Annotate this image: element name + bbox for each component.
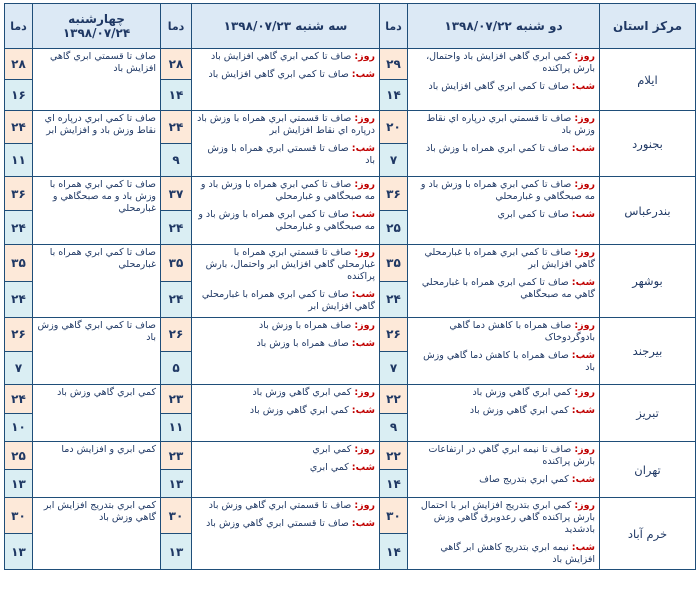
day3-max-temp: ۳۰ [5, 498, 32, 534]
day1-temp [380, 49, 408, 111]
day1-night-text: کمي ابري بتدريج صاف [479, 474, 569, 485]
day1-max-temp: ۲۹ [380, 49, 407, 80]
province-name: ایلام [600, 49, 696, 111]
night-label: شب: [571, 209, 595, 220]
day2-temp [161, 177, 192, 245]
header-day2: سه شنبه ۱۳۹۸/۰۷/۲۳ [192, 4, 380, 49]
day3-forecast [33, 385, 161, 442]
day2-temp [161, 385, 192, 442]
weather-forecast-table [4, 3, 696, 570]
day3-min-temp: ۲۴ [5, 282, 32, 318]
day2-night-text: صاف همراه با وزش باد [256, 338, 349, 349]
day2-forecast [192, 177, 380, 245]
day3-min-temp: ۱۳ [5, 534, 32, 569]
day-label: روز: [354, 444, 375, 455]
day2-night-text: کمي ابري گاهي وزش باد [249, 405, 349, 416]
day1-max-temp: ۳۵ [380, 245, 407, 282]
day1-forecast [408, 442, 600, 498]
day1-temp [380, 177, 408, 245]
day3-temp [5, 385, 33, 442]
day1-day-text: صاف تا کمي ابري همراه با غبارمحلي گاهي افزايش ابر [424, 247, 595, 270]
day1-day-text: صاف تا نيمه ابري گاهي در ارتفاعات بارش پراکنده [428, 444, 595, 467]
day1-forecast [408, 245, 600, 318]
day2-temp [161, 111, 192, 177]
day3-forecast [33, 111, 161, 177]
day3-max-temp: ۲۴ [5, 111, 32, 144]
day-label: روز: [354, 113, 375, 124]
day2-day-text: صاف تا کمي ابري همراه با وزش باد و مه صبحگاهي و غبارمحلي [200, 179, 375, 202]
day2-max-temp: ۳۵ [161, 245, 191, 282]
day2-min-temp: ۱۳ [161, 534, 191, 569]
day1-night-text: کمي ابري گاهي وزش باد [469, 405, 569, 416]
day2-day-text: کمي ابري [312, 444, 352, 455]
day1-min-temp: ۷ [380, 144, 407, 176]
day2-max-temp: ۲۸ [161, 49, 191, 80]
day-label: روز: [574, 113, 595, 124]
day3-temp [5, 498, 33, 570]
day1-forecast [408, 318, 600, 385]
day2-min-temp: ۲۴ [161, 211, 191, 244]
day3-max-temp: ۲۵ [5, 442, 32, 470]
day2-min-temp: ۱۴ [161, 80, 191, 110]
province-name: بندرعباس [600, 177, 696, 245]
day2-forecast [192, 498, 380, 570]
day-label: روز: [574, 247, 595, 258]
day2-max-temp: ۳۰ [161, 498, 191, 534]
day3-max-temp: ۲۶ [5, 318, 32, 352]
night-label: شب: [571, 143, 595, 154]
day1-day-text: کمي ابري بتدريج افزايش ابر با احتمال بارش پراکنده گاهي رعدوبرق گاهي وزش بادشديد [420, 500, 595, 535]
day3-forecast [33, 245, 161, 318]
day-label: روز: [354, 500, 375, 511]
day-label: روز: [574, 51, 595, 62]
header-day3: چهارشنبه ۱۳۹۸/۰۷/۲۴ [33, 4, 161, 49]
day1-day-text: صاف همراه با کاهش دما گاهي بادوگردوخاک [449, 320, 595, 343]
day3-text: کمي ابري و افزايش دما [61, 444, 156, 455]
table-row [5, 177, 696, 245]
day3-max-temp: ۲۸ [5, 49, 32, 80]
day2-temp [161, 318, 192, 385]
night-label: شب: [571, 405, 595, 416]
day3-text: صاف تا کمي ابري درپاره اي نقاط وزش باد و افزايش ابر [44, 113, 156, 136]
night-label: شب: [351, 518, 375, 529]
night-label: شب: [351, 143, 375, 154]
day1-night-text: صاف تا کمي ابري گاهي افزايش باد [428, 81, 569, 92]
day-label: روز: [354, 51, 375, 62]
day1-max-temp: ۲۶ [380, 318, 407, 352]
day2-min-temp: ۹ [161, 144, 191, 176]
day-label: روز: [354, 179, 375, 190]
day2-day-text: صاف تا قسمتي ابري همراه با وزش باد درپاره اي نقاط افزايش ابر [197, 113, 375, 136]
province-name: تبريز [600, 385, 696, 442]
day2-max-temp: ۲۴ [161, 111, 191, 144]
day3-text: صاف تا کمي ابري همراه با وزش باد و مه صبحگاهي و غبارمحلي [49, 179, 156, 214]
night-label: شب: [571, 474, 595, 485]
day1-forecast [408, 498, 600, 570]
day3-text: کمي ابري بتدريج افزايش ابر گاهي وزش باد [43, 500, 156, 523]
day1-min-temp: ۹ [380, 414, 407, 442]
night-label: شب: [351, 338, 375, 349]
day-label: روز: [354, 247, 375, 258]
table-row [5, 498, 696, 570]
day2-forecast [192, 245, 380, 318]
day1-max-temp: ۳۰ [380, 498, 407, 534]
day3-forecast [33, 177, 161, 245]
day3-min-temp: ۱۳ [5, 470, 32, 497]
day2-night-text: صاف تا قسمتي ابري گاهي وزش باد [206, 518, 349, 529]
day3-min-temp: ۱۱ [5, 144, 32, 176]
header-temp1: دما [380, 4, 408, 49]
table-row [5, 111, 696, 177]
day3-min-temp: ۷ [5, 352, 32, 385]
day3-min-temp: ۱۶ [5, 80, 32, 110]
day1-min-temp: ۱۴ [380, 80, 407, 110]
day1-day-text: صاف تا کمي ابري همراه با وزش باد و مه صبحگاهي و غبارمحلي [420, 179, 595, 202]
day3-forecast [33, 49, 161, 111]
night-label: شب: [571, 542, 595, 553]
province-name: بجنورد [600, 111, 696, 177]
day2-forecast [192, 111, 380, 177]
day1-forecast [408, 49, 600, 111]
night-label: شب: [571, 81, 595, 92]
table-row [5, 385, 696, 442]
day1-min-temp: ۱۴ [380, 534, 407, 569]
day2-min-temp: ۱۱ [161, 414, 191, 442]
day1-temp [380, 245, 408, 318]
header-row [5, 4, 696, 49]
day2-day-text: کمي ابري گاهي وزش باد [252, 387, 352, 398]
day1-min-temp: ۲۴ [380, 282, 407, 318]
day1-day-text: کمي ابري گاهي افزايش باد واحتمال، بارش پراکنده [426, 51, 595, 74]
day2-temp [161, 498, 192, 570]
province-name: بيرجند [600, 318, 696, 385]
day3-text: صاف تا قسمتي ابري گاهي افزايش باد [49, 51, 156, 74]
day1-night-text: نيمه ابري بتدريج کاهش ابر گاهي افزايش باد [440, 542, 595, 565]
province-name: بوشهر [600, 245, 696, 318]
day1-min-temp: ۲۵ [380, 211, 407, 244]
day3-max-temp: ۳۵ [5, 245, 32, 282]
table-row [5, 49, 696, 111]
day1-temp [380, 442, 408, 498]
day-label: روز: [574, 320, 595, 331]
day1-max-temp: ۳۶ [380, 177, 407, 211]
day1-night-text: صاف تا کمي ابري همراه با وزش باد [425, 143, 569, 154]
day1-forecast [408, 111, 600, 177]
day2-temp [161, 245, 192, 318]
day2-day-text: صاف همراه با وزش باد [258, 320, 352, 331]
day1-max-temp: ۲۲ [380, 442, 407, 470]
day2-max-temp: ۲۳ [161, 385, 191, 414]
day1-day-text: صاف تا قسمتي ابري درپاره اي نقاط وزش باد [426, 113, 595, 136]
day1-temp [380, 111, 408, 177]
day3-temp [5, 442, 33, 498]
day2-max-temp: ۲۳ [161, 442, 191, 470]
day3-temp [5, 111, 33, 177]
day2-day-text: صاف تا کمي ابري گاهي افزايش باد [211, 51, 352, 62]
day2-min-temp: ۱۳ [161, 470, 191, 497]
day2-night-text: صاف تا قسمتي ابري همراه با وزش باد [207, 143, 375, 166]
day1-day-text: کمي ابري گاهي وزش باد [472, 387, 572, 398]
day1-max-temp: ۲۰ [380, 111, 407, 144]
night-label: شب: [571, 350, 595, 361]
day2-day-text: صاف تا قسمتي ابري گاهي وزش باد [208, 500, 352, 511]
day3-temp [5, 318, 33, 385]
province-name: تهران [600, 442, 696, 498]
day-label: روز: [574, 444, 595, 455]
day3-text: صاف تا کمي ابري همراه با غبارمحلي [49, 247, 156, 270]
day3-forecast [33, 498, 161, 570]
day2-temp [161, 49, 192, 111]
day3-min-temp: ۱۰ [5, 414, 32, 442]
night-label: شب: [351, 462, 375, 473]
day2-max-temp: ۳۷ [161, 177, 191, 211]
day2-min-temp: ۵ [161, 352, 191, 385]
day2-max-temp: ۲۶ [161, 318, 191, 352]
day3-temp [5, 245, 33, 318]
night-label: شب: [571, 277, 595, 288]
day3-forecast [33, 442, 161, 498]
day3-text: کمي ابري گاهي وزش باد [57, 387, 156, 398]
day1-temp [380, 498, 408, 570]
day1-night-text: صاف همراه با کاهش دما گاهي وزش باد [423, 350, 595, 373]
day1-night-text: صاف تا کمي ابري [497, 209, 569, 220]
day1-forecast [408, 385, 600, 442]
day1-min-temp: ۷ [380, 352, 407, 385]
day2-night-text: صاف تا کمي ابري گاهي افزايش باد [208, 69, 349, 80]
day3-forecast [33, 318, 161, 385]
day1-max-temp: ۲۲ [380, 385, 407, 414]
night-label: شب: [351, 209, 375, 220]
day1-forecast [408, 177, 600, 245]
day3-text: صاف تا کمي ابري گاهي وزش باد [37, 320, 156, 343]
day3-temp [5, 177, 33, 245]
day-label: روز: [574, 179, 595, 190]
night-label: شب: [351, 69, 375, 80]
table-row [5, 318, 696, 385]
day2-forecast [192, 318, 380, 385]
day2-forecast [192, 49, 380, 111]
day2-temp [161, 442, 192, 498]
day3-max-temp: ۳۶ [5, 177, 32, 211]
header-temp2: دما [161, 4, 192, 49]
day3-min-temp: ۲۴ [5, 211, 32, 244]
day3-temp [5, 49, 33, 111]
header-temp3: دما [5, 4, 33, 49]
day-label: روز: [574, 500, 595, 511]
day2-night-text: صاف تا کمي ابري همراه با وزش باد و مه صبحگاهي و غبارمحلي [198, 209, 375, 232]
day-label: روز: [354, 320, 375, 331]
table-row [5, 245, 696, 318]
day2-night-text: صاف تا کمي ابري همراه با غبارمحلي گاهي افزايش ابر [201, 289, 375, 312]
day1-temp [380, 318, 408, 385]
day2-min-temp: ۲۴ [161, 282, 191, 318]
day2-forecast [192, 442, 380, 498]
header-day1: دو شنبه ۱۳۹۸/۰۷/۲۲ [408, 4, 600, 49]
table-row [5, 442, 696, 498]
province-name: خرم آباد [600, 498, 696, 570]
day2-night-text: کمي ابري [309, 462, 349, 473]
day2-day-text: صاف تا قسمتي ابري همراه با غبارمحلي گاهي افزايش ابر واحتمال، بارش پراکنده [205, 247, 375, 282]
day-label: روز: [574, 387, 595, 398]
day1-night-text: صاف تا کمي ابري همراه با غبارمحلي گاهي مه صبحگاهي [421, 277, 595, 300]
night-label: شب: [351, 289, 375, 300]
day-label: روز: [354, 387, 375, 398]
day3-max-temp: ۲۴ [5, 385, 32, 414]
day2-forecast [192, 385, 380, 442]
header-province: مرکز استان [600, 4, 696, 49]
night-label: شب: [351, 405, 375, 416]
day1-temp [380, 385, 408, 442]
day1-min-temp: ۱۴ [380, 470, 407, 497]
